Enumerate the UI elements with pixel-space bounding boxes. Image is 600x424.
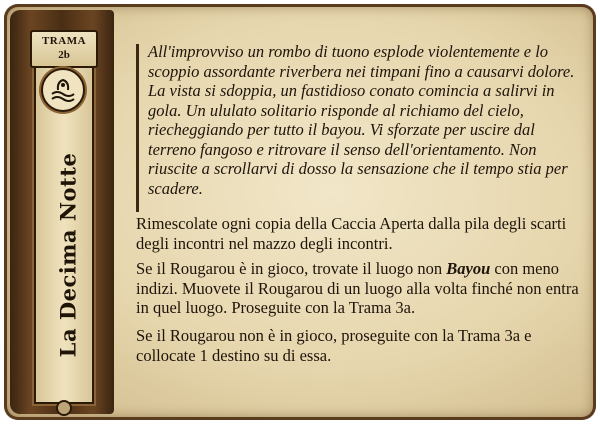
card-title: La Decima Notte — [55, 152, 81, 358]
card-number: 2b — [58, 49, 70, 61]
card-sidebar-frame — [10, 10, 114, 414]
rules-paragraph-1: Rimescolate ogni copia della Caccia Aperta dalla pila degli scarti degli incontri nel mazzo degli incontri. — [136, 214, 567, 253]
decorative-ring-icon — [56, 400, 72, 416]
flavor-divider — [136, 44, 139, 212]
flavor-text: All'improvviso un rombo di tuono esplode violentemente e lo scoppio assordante riverbera nei timpani fino a causarvi dolore. La vista si sdoppia, un fastidioso conato comincia a salirvi in gola. Un ululato solitario risponde al richiamo del cielo, riecheggiando per tutto il bayou. Vi sforzate per uscire dal terreno fangoso e ritrovare il senso dell'orientamento. Non riuscite a scrollarvi di dosso la sensazione che il tempo stia per scadere. — [148, 42, 575, 198]
bayou-encounter-icon — [41, 68, 85, 112]
card-type-tab — [30, 30, 98, 68]
rules-paragraph-2-part-2: con meno indizi. Muovete il Rougarou di un luogo alla volta finché non entra in quel luogo. Proseguite con la Trama 3a. — [136, 259, 579, 317]
bayou-keyword: Bayou — [446, 259, 491, 278]
story-card — [4, 4, 596, 420]
rules-paragraph-2 — [136, 259, 588, 318]
rules-paragraph-2-part-1: Se il Rougarou è in gioco, trovate il luogo non — [136, 259, 447, 278]
rules-paragraph-3: Se il Rougarou non è in gioco, proseguite con la Trama 3a e collocate 1 destino su di essa. — [136, 326, 532, 365]
card-type-label: TRAMA — [41, 35, 87, 47]
